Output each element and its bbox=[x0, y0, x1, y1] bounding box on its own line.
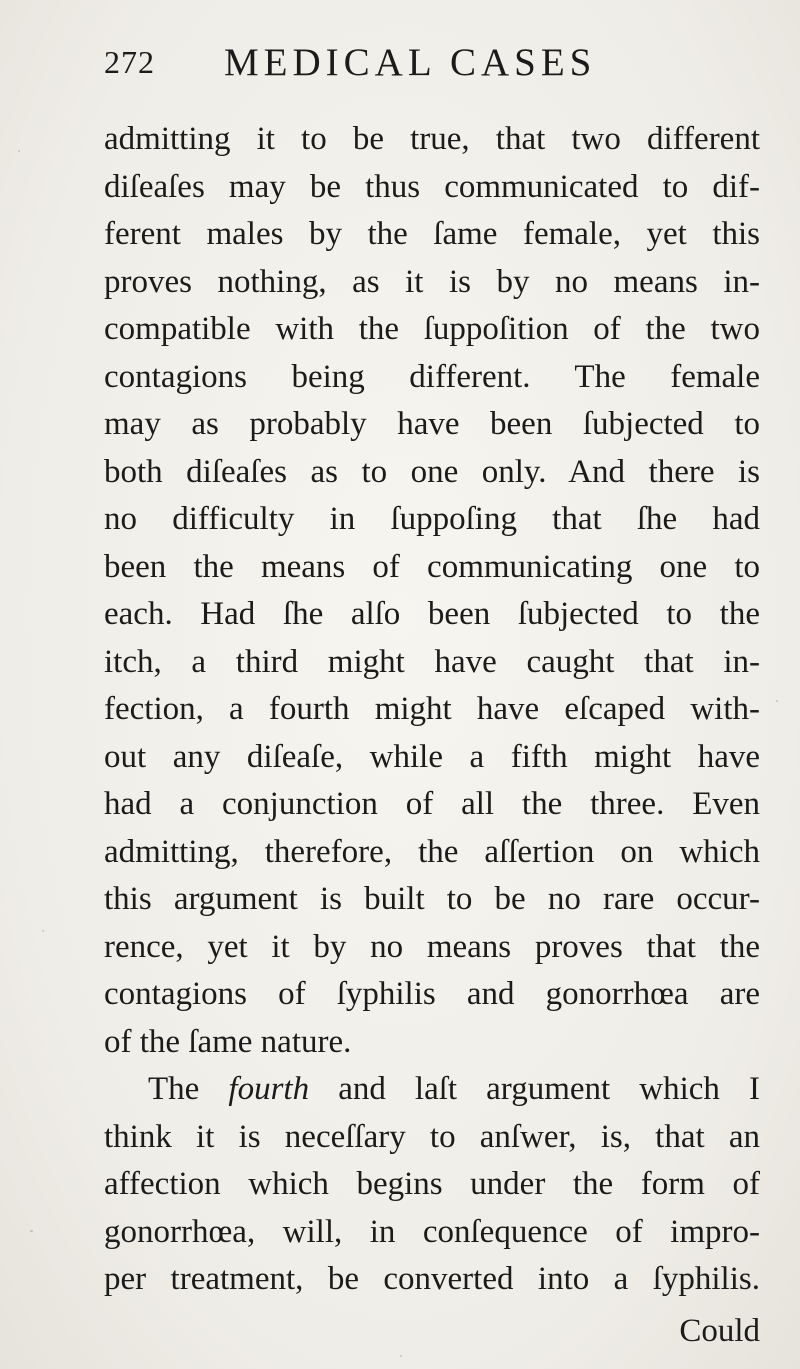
text-line: ferent males by the ſame female, yet this bbox=[104, 216, 760, 252]
text-line: out any diſeaſe, while a fifth might have bbox=[104, 738, 760, 775]
text-line: per treatment, be converted into a ſyphilis. bbox=[104, 1261, 760, 1297]
paper-speck bbox=[42, 930, 44, 932]
text-line: contagions being different. The female bbox=[104, 358, 760, 395]
text-line: proves nothing, as it is by no means in- bbox=[104, 263, 760, 300]
text-line: admitting it to be true, that two different bbox=[104, 121, 760, 157]
catchword: Could bbox=[679, 1312, 760, 1349]
text-line: affection which begins under the form of bbox=[104, 1166, 760, 1202]
text-line: rence, yet it by no means proves that the bbox=[104, 928, 760, 965]
paper-speck bbox=[776, 700, 778, 702]
paper-speck bbox=[400, 1355, 402, 1357]
page-number: 272 bbox=[104, 44, 155, 80]
paragraph-end-line: of the ſame nature. bbox=[104, 1023, 352, 1060]
paragraph-opening-rest: and laſt argument which I bbox=[338, 1071, 761, 1107]
text-line: itch, a third might have caught that in- bbox=[104, 643, 760, 680]
text-line: this argument is built to be no rare occur- bbox=[104, 881, 760, 917]
paragraph-opening-word: The bbox=[148, 1071, 200, 1107]
running-head bbox=[104, 30, 664, 90]
text-line: fection, a fourth might have eſcaped with- bbox=[104, 691, 760, 727]
text-line: gonorrhœa, will, in conſequence of impro- bbox=[104, 1213, 760, 1250]
text-line: each. Had ſhe alſo been ſubjected to the bbox=[104, 596, 760, 632]
text-line: may as probably have been ſubjected to bbox=[104, 406, 760, 442]
text-line: diſeaſes may be thus communicated to dif- bbox=[104, 168, 760, 205]
text-line: think it is neceſſary to anſwer, is, that an bbox=[104, 1118, 760, 1155]
text-line: admitting, therefore, the aſſertion on which bbox=[104, 833, 760, 870]
paragraph-start-line bbox=[104, 1066, 760, 1114]
text-line: been the means of communicating one to bbox=[104, 548, 760, 585]
italic-word: fourth bbox=[228, 1071, 310, 1107]
paper-speck bbox=[30, 1230, 33, 1232]
paper-speck bbox=[18, 150, 20, 152]
text-line: compatible with the ſuppoſition of the two bbox=[104, 311, 760, 347]
text-line: contagions of ſyphilis and gonorrhœa are bbox=[104, 976, 760, 1012]
text-line: had a conjunction of all the three. Even bbox=[104, 786, 760, 822]
text-line: no difficulty in ſuppoſing that ſhe had bbox=[104, 501, 760, 537]
running-title: MEDICAL CASES bbox=[224, 41, 597, 84]
body-text bbox=[104, 116, 760, 1355]
text-line: both diſeaſes as to one only. And there is bbox=[104, 453, 760, 490]
